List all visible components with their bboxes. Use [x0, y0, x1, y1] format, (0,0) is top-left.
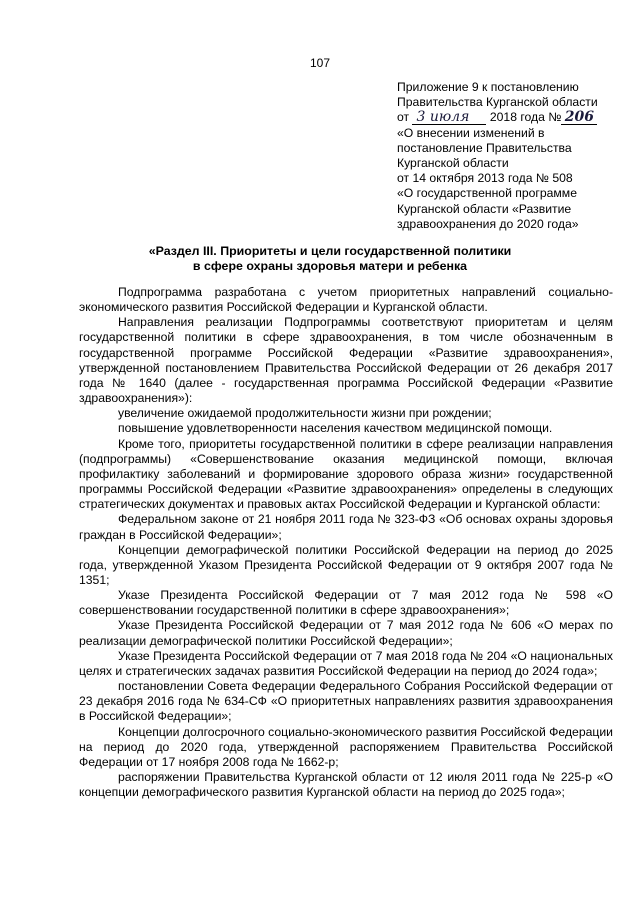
appendix-line-6: Курганской области — [397, 156, 509, 171]
appendix-date-line — [397, 110, 627, 125]
appendix-line-7: от 14 октября 2013 года № 508 — [397, 171, 573, 186]
appendix-line-1: Приложение 9 к постановлению — [397, 80, 579, 94]
paragraph: Концепции демографической политики Российской Федерации на период до 2025 года, утвержденной Указом Президента Российской Федерации от 9 октября 2007 года № 1351; — [79, 542, 613, 587]
paragraph: Указе Президента Российской Федерации от 7 мая 2012 года № 598 «О совершенствовании государственной политики в сфере здравоохранения»; — [79, 588, 613, 618]
paragraph: постановлении Совета Федерации Федерального Собрания Российской Федерации от 23 декабря 2016 года № 634-СФ «О приоритетных направлениях развития здравоохранения в Российской Федерации»; — [79, 679, 613, 724]
paragraph: Федеральном законе от 21 ноября 2011 года № 323-ФЗ «Об основах охраны здоровья граждан в Российской Федерации»; — [79, 512, 613, 542]
paragraph: распоряжении Правительства Курганской области от 12 июля 2011 года № 225-р «О концепции демографического развития Курганской области на период до 2025 года»; — [79, 770, 613, 800]
paragraph: Кроме того, приоритеты государственной политики в сфере реализации направления (подпрограммы) «Совершенствование оказания медицинской помощи, включая профилактику заболеваний и формирование здорового образа жизни» государственной программы Российской Федерации «Развитие здравоохранения» определены в следующих стратегических документах и правовых актах Российской Федерации и Курганской области: — [79, 436, 613, 512]
appendix-from-prefix: от — [397, 110, 410, 125]
section-heading-line-2: в сфере охраны здоровья матери и ребенка — [192, 259, 468, 273]
appendix-line-10: здравоохранения до 2020 года» — [397, 216, 579, 231]
appendix-line-2: Правительства Курганской области — [397, 95, 598, 110]
appendix-line-9: Курганской области «Развитие — [397, 201, 572, 216]
appendix-header — [397, 80, 627, 232]
paragraph: Указе Президента Российской Федерации от 7 мая 2012 года № 606 «О мерах по реализации демографической политики Российской Федерации»; — [79, 618, 613, 648]
appendix-line-8: «О государственной программе — [397, 186, 577, 201]
paragraph: Указе Президента Российской Федерации от 7 мая 2018 года № 204 «О национальных целях и стратегических задачах развития Российской Федерации на период до 2024 года»; — [79, 648, 613, 678]
section-heading-line-1: «Раздел III. Приоритеты и цели государственной политики — [148, 244, 512, 258]
paragraph: Концепции долгосрочного социально-экономического развития Российской Федерации на период до 2020 года, утвержденной распоряжением Правительства Российской Федерации от 17 ноября 2008 года № 1662-р; — [79, 724, 613, 769]
handwritten-number: 206 — [561, 110, 597, 125]
handwritten-date: 3 июля — [412, 110, 486, 125]
body-text — [79, 285, 613, 800]
appendix-line-5: постановление Правительства — [397, 140, 572, 155]
page-number: 107 — [309, 56, 331, 70]
paragraph: Подпрограмма разработана с учетом приоритетных направлений социально-экономического развития Российской Федерации и Курганской области. — [79, 285, 613, 315]
section-heading — [60, 244, 600, 274]
appendix-line-4: «О внесении изменений в — [397, 125, 545, 140]
paragraph: повышение удовлетворенности населения качеством медицинской помощи. — [118, 421, 553, 436]
appendix-year-text: 2018 года № — [489, 110, 562, 125]
paragraph: увеличение ожидаемой продолжительности жизни при рождении; — [118, 406, 492, 421]
paragraph: Направления реализации Подпрограммы соответствуют приоритетам и целям государственной политики в сфере здравоохранения, в том числе обозначенным в государственной программе Российской Федерации «Развитие здравоохранения», утвержденной постановлением Правительства Российской Федерации от 26 декабря 2017 года № 1640 (далее - государственная программа Российской Федерации «Развитие здравоохранения»): — [79, 315, 613, 406]
